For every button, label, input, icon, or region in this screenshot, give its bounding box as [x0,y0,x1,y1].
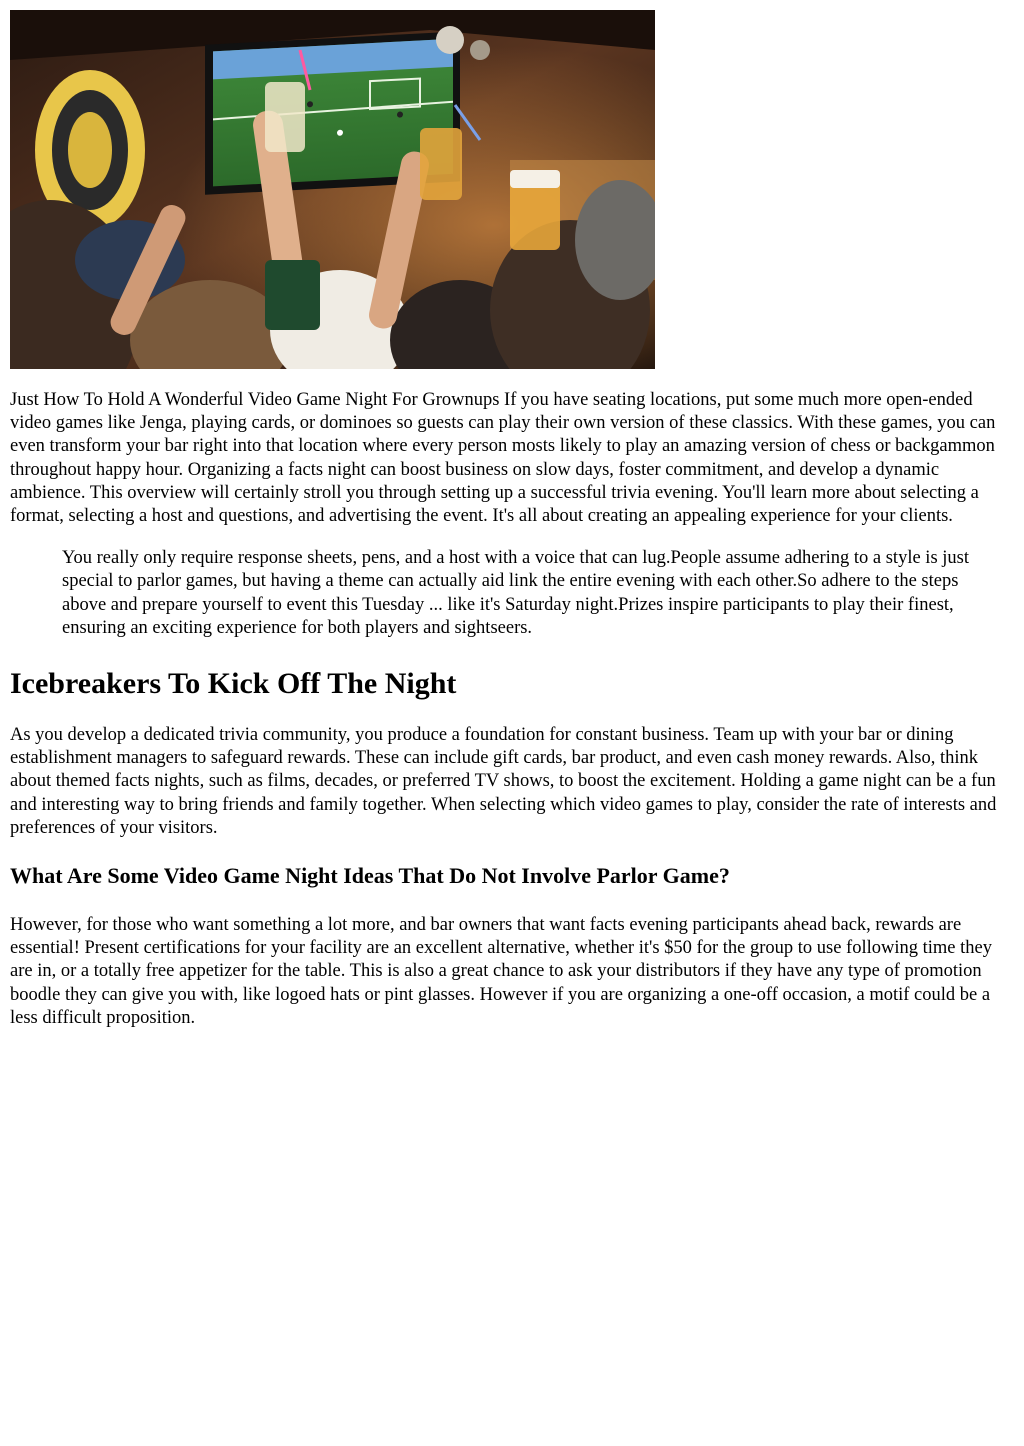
intro-paragraph: Just How To Hold A Wonderful Video Game Night For Grownups If you have seating locations, put some much more open-ended video games like Jenga, playing cards, or dominoes so guests can play their own version of these classics. With these games, you can even transform your bar right into that location where every person mosts likely to play an amazing version of chess or backgammon throughout happy hour. Organizing a facts night can boost business on slow days, foster commitment, and develop a dynamic ambience. This overview will certainly stroll you through setting up a successful trivia evening. You'll learn more about selecting a format, selecting a host and questions, and advertising the event. It's all about creating an appealing experience for your clients. [10,390,996,527]
section-heading: Icebreakers To Kick Off The Night [10,667,457,701]
bar-crowd-watching-soccer-photo-icon [10,10,655,369]
section-paragraph: As you develop a dedicated trivia community, you produce a foundation for constant business. Team up with your bar or dining establishment managers to safeguard rewards. These can include gift cards, bar product, and even cash money rewards. Also, think about themed facts nights, such as films, decades, or preferred TV shows, to boost the excitement. Holding a game night can be a fun and interesting way to bring friends and family together. When selecting which video games to play, consider the rate of interests and preferences of your visitors. [10,725,997,838]
sub-heading: What Are Some Video Game Night Ideas That Do Not Involve Parlor Game? [10,863,730,889]
sub-paragraph: However, for those who want something a lot more, and bar owners that want facts evening participants ahead back, rewards are essential! Present certifications for your facility are an excellent alternative, whether it's $50 for the group to use following time they are in, or a totally free appetizer for the table. This is also a great chance to ask your distributors if they have any type of promotion boodle they can give you with, like logoed hats or pint glasses. However if you are organizing a one-off occasion, a motif could be a less difficult proposition. [10,915,992,1028]
quote-block: You really only require response sheets, pens, and a host with a voice that can lug.People assume adhering to a style is just special to parlor games, but having a theme can actually aid link the entire evening with each other.So adhere to the steps above and prepare yourself to event this Tuesday ... like it's Saturday night.Prizes inspire participants to play their finest, ensuring an exciting experience for both players and sightseers. [62,548,969,638]
hero-image [10,10,655,369]
